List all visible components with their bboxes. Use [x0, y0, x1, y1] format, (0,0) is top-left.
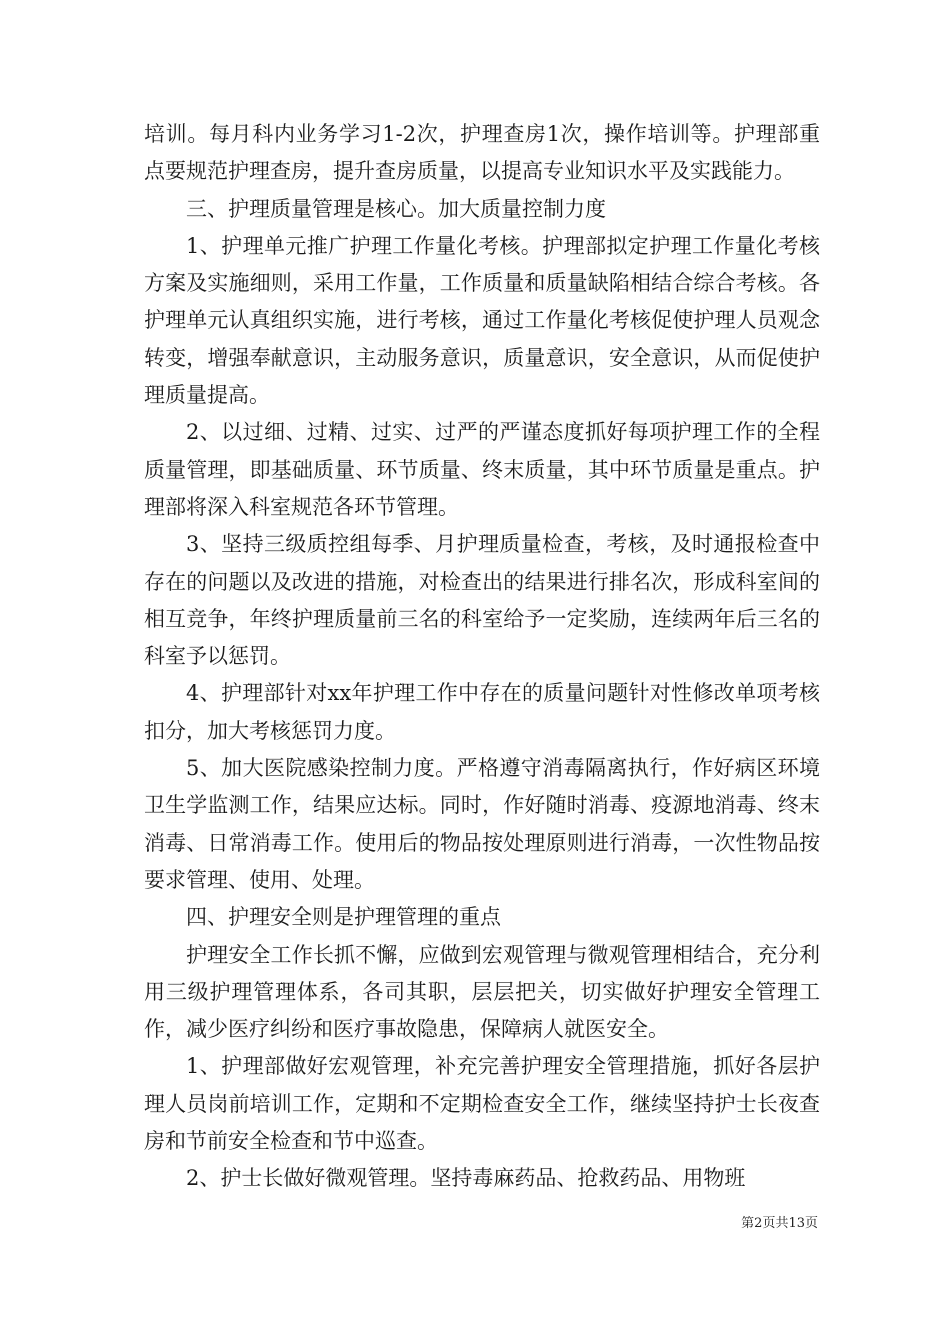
paragraph-3-2: 2、以过细、过精、过实、过严的严谨态度抓好每项护理工作的全程质量管理，即基础质量、环节质量、终末质量，其中环节质量是重点。护理部将深入科室规范各环节管理。 [144, 420, 820, 519]
section-heading-3: 三、护理质量管理是核心。加大质量控制力度 [186, 196, 606, 221]
section-heading-4: 四、护理安全则是护理管理的重点 [186, 905, 501, 930]
document-body [144, 116, 820, 1198]
paragraph-4-intro: 护理安全工作长抓不懈，应做到宏观管理与微观管理相结合，充分利用三级护理管理体系，各司其职，层层把关，切实做好护理安全管理工作，减少医疗纠纷和医疗事故隐患，保障病人就医安全。 [144, 942, 820, 1042]
paragraph-3-3: 3、坚持三级质控组每季、月护理质量检查，考核，及时通报检查中存在的问题以及改进的措施，对检查出的结果进行排名次，形成科室间的相互竞争，年终护理质量前三名的科室给予一定奖励，连续两年后三名的科室予以惩罚。 [144, 532, 820, 669]
paragraph-3-1: 1、护理单元推广护理工作量化考核。护理部拟定护理工作量化考核方案及实施细则，采用工作量，工作质量和质量缺陷相结合综合考核。各护理单元认真组织实施，进行考核，通过工作量化考核促使护理人员观念转变，增强奉献意识，主动服务意识，质量意识，安全意识，从而促使护理质量提高。 [144, 233, 820, 408]
paragraph-4-1: 1、护理部做好宏观管理，补充完善护理安全管理措施，抓好各层护理人员岗前培训工作，定期和不定期检查安全工作，继续坚持护士长夜查房和节前安全检查和节中巡查。 [144, 1054, 820, 1154]
page-number-footer: 第2页共13页 [741, 1216, 818, 1231]
paragraph-4-2: 2、护士长做好微观管理。坚持毒麻药品、抢救药品、用物班 [186, 1166, 746, 1191]
paragraph-continuation: 培训。每月科内业务学习1-2次，护理查房1次，操作培训等。护理部重点要规范护理查房，提升查房质量，以提高专业知识水平及实践能力。 [144, 122, 820, 184]
paragraph-3-5: 5、加大医院感染控制力度。严格遵守消毒隔离执行，作好病区环境卫生学监测工作，结果应达标。同时，作好随时消毒、疫源地消毒、终末消毒、日常消毒工作。使用后的物品按处理原则进行消毒，一次性物品按要求管理、使用、处理。 [144, 756, 820, 892]
paragraph-3-4: 4、护理部针对xx年护理工作中存在的质量问题针对性修改单项考核扣分，加大考核惩罚力度。 [144, 681, 820, 743]
